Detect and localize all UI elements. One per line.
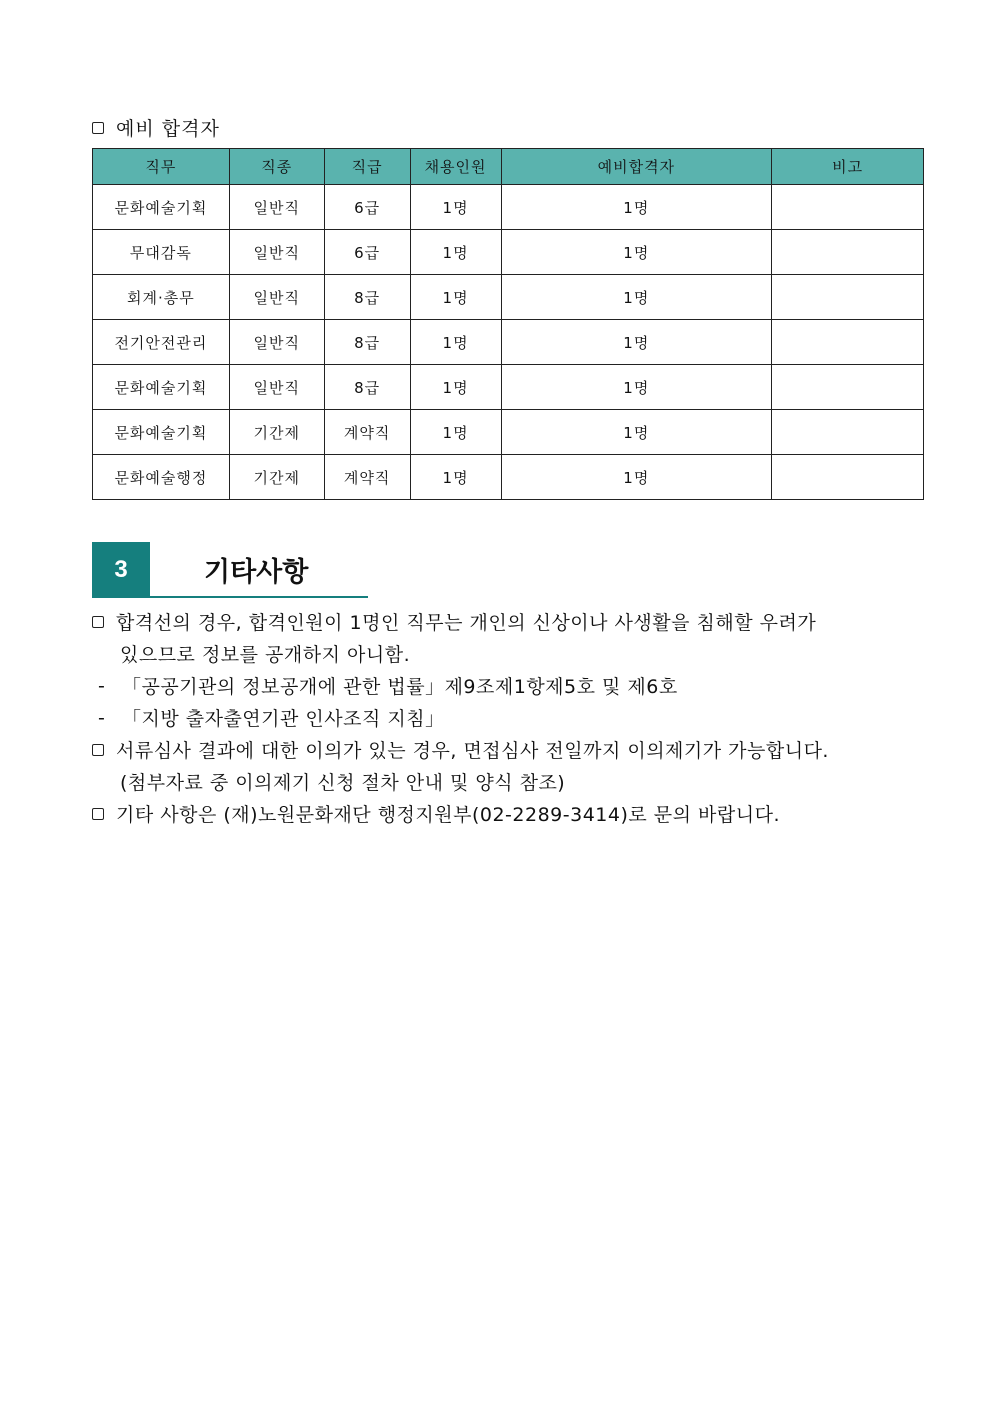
cell-remarks <box>772 455 924 500</box>
table-row <box>93 455 924 500</box>
cell-hires: 1명 <box>410 410 501 455</box>
note-1-text: 합격선의 경우, 합격인원이 1명인 직무는 개인의 신상이나 사생활을 침해할 우려가 <box>116 612 817 634</box>
cell-remarks <box>772 275 924 320</box>
checkbox-square-icon <box>92 122 104 134</box>
cell-grade: 8급 <box>324 365 410 410</box>
cell-job: 회계·총무 <box>93 275 230 320</box>
reserve-heading-text: 예비 합격자 <box>116 118 220 140</box>
note-1-text-2: 있으므로 정보를 공개하지 아니함. <box>120 644 411 666</box>
cell-job: 문화예술기획 <box>93 185 230 230</box>
section-title: 기타사항 <box>204 557 309 588</box>
cell-job: 전기안전관리 <box>93 320 230 365</box>
note-1-continued <box>120 640 410 667</box>
checkbox-square-icon <box>92 744 104 756</box>
table-header-row <box>93 149 924 185</box>
table-row <box>93 275 924 320</box>
cell-grade: 6급 <box>324 230 410 275</box>
section-underline <box>92 596 368 598</box>
dash-bullet: - <box>98 706 106 729</box>
cell-job: 무대감독 <box>93 230 230 275</box>
cell-reserve: 1명 <box>501 275 772 320</box>
cell-remarks <box>772 320 924 365</box>
cell-job: 문화예술행정 <box>93 455 230 500</box>
cell-job-type: 일반직 <box>229 230 324 275</box>
cell-reserve: 1명 <box>501 410 772 455</box>
cell-job: 문화예술기획 <box>93 410 230 455</box>
reserve-heading <box>92 114 220 141</box>
cell-grade: 계약직 <box>324 410 410 455</box>
cell-hires: 1명 <box>410 275 501 320</box>
cell-remarks <box>772 230 924 275</box>
checkbox-square-icon <box>92 808 104 820</box>
reference-guideline-text: 「지방 출자출연기관 인사조직 지침」 <box>122 708 445 730</box>
note-2-text-2: (첨부자료 중 이의제기 신청 절차 안내 및 양식 참조) <box>120 772 566 794</box>
header-reserve: 예비합격자 <box>501 149 772 185</box>
note-1-reference-1 <box>98 672 678 699</box>
cell-job-type: 기간제 <box>229 410 324 455</box>
note-2-text: 서류심사 결과에 대한 이의가 있는 경우, 면접심사 전일까지 이의제기가 가능합니다. <box>116 740 829 762</box>
table-row <box>93 365 924 410</box>
note-3-text: 기타 사항은 (재)노원문화재단 행정지원부(02-2289-3414)로 문의 바랍니다. <box>116 804 780 826</box>
header-job: 직무 <box>93 149 230 185</box>
table-row <box>93 410 924 455</box>
table-row <box>93 230 924 275</box>
checkbox-square-icon <box>92 616 104 628</box>
cell-hires: 1명 <box>410 455 501 500</box>
cell-hires: 1명 <box>410 320 501 365</box>
cell-grade: 8급 <box>324 320 410 365</box>
cell-remarks <box>772 185 924 230</box>
cell-reserve: 1명 <box>501 365 772 410</box>
note-3 <box>92 800 780 827</box>
header-job-type: 직종 <box>229 149 324 185</box>
cell-reserve: 1명 <box>501 320 772 365</box>
cell-hires: 1명 <box>410 365 501 410</box>
cell-reserve: 1명 <box>501 455 772 500</box>
cell-grade: 계약직 <box>324 455 410 500</box>
cell-hires: 1명 <box>410 230 501 275</box>
cell-grade: 8급 <box>324 275 410 320</box>
cell-reserve: 1명 <box>501 185 772 230</box>
cell-job-type: 기간제 <box>229 455 324 500</box>
header-hires: 채용인원 <box>410 149 501 185</box>
table-row <box>93 320 924 365</box>
section-3-header <box>92 542 368 598</box>
cell-remarks <box>772 365 924 410</box>
header-grade: 직급 <box>324 149 410 185</box>
cell-job-type: 일반직 <box>229 185 324 230</box>
reference-law-text: 「공공기관의 정보공개에 관한 법률」제9조제1항제5호 및 제6호 <box>122 676 678 698</box>
cell-job-type: 일반직 <box>229 365 324 410</box>
cell-hires: 1명 <box>410 185 501 230</box>
cell-grade: 6급 <box>324 185 410 230</box>
cell-job-type: 일반직 <box>229 320 324 365</box>
note-2-continued <box>120 768 565 795</box>
cell-job: 문화예술기획 <box>93 365 230 410</box>
note-1-reference-2 <box>98 704 445 731</box>
section-number-badge: 3 <box>92 542 150 598</box>
cell-reserve: 1명 <box>501 230 772 275</box>
dash-bullet: - <box>98 674 106 697</box>
reserve-table <box>92 148 924 500</box>
header-remarks: 비고 <box>772 149 924 185</box>
table-row <box>93 185 924 230</box>
cell-remarks <box>772 410 924 455</box>
cell-job-type: 일반직 <box>229 275 324 320</box>
note-1 <box>92 608 816 635</box>
note-2 <box>92 736 829 763</box>
